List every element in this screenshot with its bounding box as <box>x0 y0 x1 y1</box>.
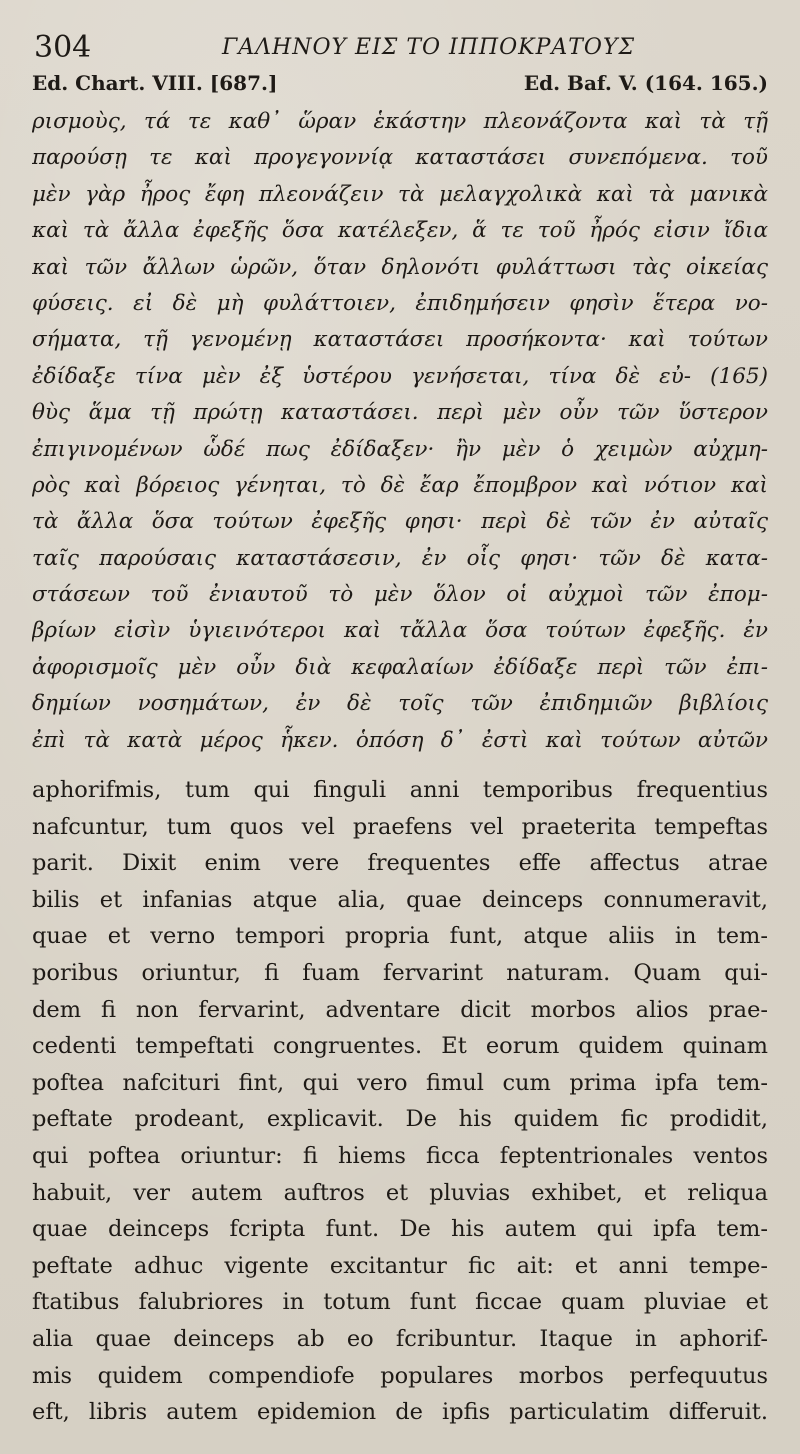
latin-text-line: aphorifmis, tum qui finguli anni temporibus frequentius <box>32 777 768 803</box>
latin-text-line: habuit, ver autem auftros et pluvias exhibet, et reliqua <box>32 1179 768 1206</box>
edition-basel-reference: Ed. Baf. V. (164. 165.) <box>523 71 768 95</box>
greek-text-line: παρούσῃ τε καὶ προγεγοννίᾳ καταστάσει συνεπόμενα. τοῦ <box>32 145 768 171</box>
latin-text-line: mis quidem compendiofe populares morbos perfequutus <box>32 1362 768 1389</box>
latin-text-line: quae et verno tempori propria funt, atque aliis in tem- <box>32 923 768 950</box>
latin-text-line: eft, libris autem epidemion de ipfis particulatim differuit. <box>32 1399 768 1426</box>
running-title: ΓΑΛΗΝΟΥ ΕΙΣ ΤΟ ΙΠΠΟΚΡΑΤΟΥΣ <box>222 35 636 60</box>
latin-text-block <box>32 772 768 1431</box>
edition-reference-line <box>32 68 768 98</box>
latin-text-line: ftatibus falubriores in totum funt ficcae quam pluviae et <box>32 1289 768 1316</box>
latin-text-line: dem fi non fervarint, adventare dicit morbos alios prae- <box>32 996 768 1023</box>
greek-text-line: ἀφορισμοῖς μὲν οὖν διὰ κεφαλαίων ἐδίδαξε περὶ τῶν ἐπι- <box>32 654 768 680</box>
greek-text-line: στάσεων τοῦ ἐνιαυτοῦ τὸ μὲν ὅλον οἱ αὐχμοὶ τῶν ἐπομ- <box>32 582 768 608</box>
greek-text-line: δημίων νοσημάτων, ἐν δὲ τοῖς τῶν ἐπιδημιῶν βιβλίοις <box>32 691 768 717</box>
greek-text-line: μὲν γὰρ ἦρος ἔφη πλεονάζειν τὰ μελαγχολικὰ καὶ τὰ μανικὰ <box>32 181 768 207</box>
edition-chart-reference: Ed. Chart. VIII. [687.] <box>32 71 278 95</box>
latin-text-line: parit. Dixit enim vere frequentes effe affectus atrae <box>32 850 768 877</box>
latin-text-line: bilis et infanias atque alia, quae deinceps connumeravit, <box>32 886 768 913</box>
greek-text-line: σήματα, τῇ γενομένῃ καταστάσει προσήκοντα· καὶ τούτων <box>32 327 768 353</box>
greek-text-line: τὰ ἄλλα ὅσα τούτων ἐφεξῆς φησι· περὶ δὲ τῶν ἐν αὐταῖς <box>32 509 768 535</box>
latin-text-line: cedenti tempeftati congruentes. Et eorum quidem quinam <box>32 1033 768 1060</box>
greek-text-line: ρὸς καὶ βόρειος γένηται, τὸ δὲ ἔαρ ἔπομβρον καὶ νότιον καὶ <box>32 472 768 498</box>
greek-text-line: ρισμοὺς, τά τε καθ᾽ ὥραν ἑκάστην πλεονάζοντα καὶ τὰ τῇ <box>32 109 768 134</box>
page-number: 304 <box>34 30 92 65</box>
greek-text-block <box>32 104 768 759</box>
greek-text-line: ἐδίδαξε τίνα μὲν ἐξ ὑστέρου γενήσεται, τίνα δὲ εὐ- (165) <box>32 363 768 389</box>
latin-text-line: qui poftea oriuntur: fi hiems ficca feptentrionales ventos <box>32 1142 768 1169</box>
greek-text-line: ἐπιγινομένων ὧδέ πως ἐδίδαξεν· ἢν μὲν ὁ χειμὼν αὐχμη- <box>32 436 768 462</box>
latin-text-line: poftea nafcituri fint, qui vero fimul cum prima ipfa tem- <box>32 1069 768 1096</box>
greek-text-line: φύσεις. εἰ δὲ μὴ φυλάττοιεν, ἐπιδημήσειν φησὶν ἕτερα νο- <box>32 290 768 316</box>
latin-text-line: nafcuntur, tum quos vel praefens vel praeterita tempeftas <box>32 813 768 840</box>
greek-text-line: ταῖς παρούσαις καταστάσεσιν, ἐν οἷς φησι· τῶν δὲ κατα- <box>32 545 768 571</box>
latin-text-line: quae deinceps fcripta funt. De his autem qui ipfa tem- <box>32 1216 768 1243</box>
latin-text-line: peftate adhuc vigente excitantur fic ait: et anni tempe- <box>32 1252 768 1279</box>
latin-text-line: alia quae deinceps ab eo fcribuntur. Itaque in aphorif- <box>32 1325 768 1352</box>
greek-text-line: καὶ τὰ ἄλλα ἐφεξῆς ὅσα κατέλεξεν, ἅ τε τοῦ ἦρός εἰσιν ἴδια <box>32 218 768 244</box>
latin-text-line: poribus oriuntur, fi fuam fervarint naturam. Quam qui- <box>32 959 768 986</box>
greek-text-line: καὶ τῶν ἄλλων ὡρῶν, ὅταν δηλονότι φυλάττωσι τὰς οἰκείας <box>32 254 768 280</box>
greek-text-line: θὺς ἅμα τῇ πρώτῃ καταστάσει. περὶ μὲν οὖν τῶν ὕστερον <box>32 400 768 426</box>
greek-text-line: ἐπὶ τὰ κατὰ μέρος ἧκεν. ὁπόση δ᾽ ἐστὶ καὶ τούτων αὐτῶν <box>32 727 768 753</box>
latin-text-line: peftate prodeant, explicavit. De his quidem fic prodidit, <box>32 1106 768 1133</box>
greek-text-line: βρίων εἰσὶν ὑγιεινότεροι καὶ τἄλλα ὅσα τούτων ἐφεξῆς. ἐν <box>32 618 768 644</box>
page-header <box>32 28 772 68</box>
